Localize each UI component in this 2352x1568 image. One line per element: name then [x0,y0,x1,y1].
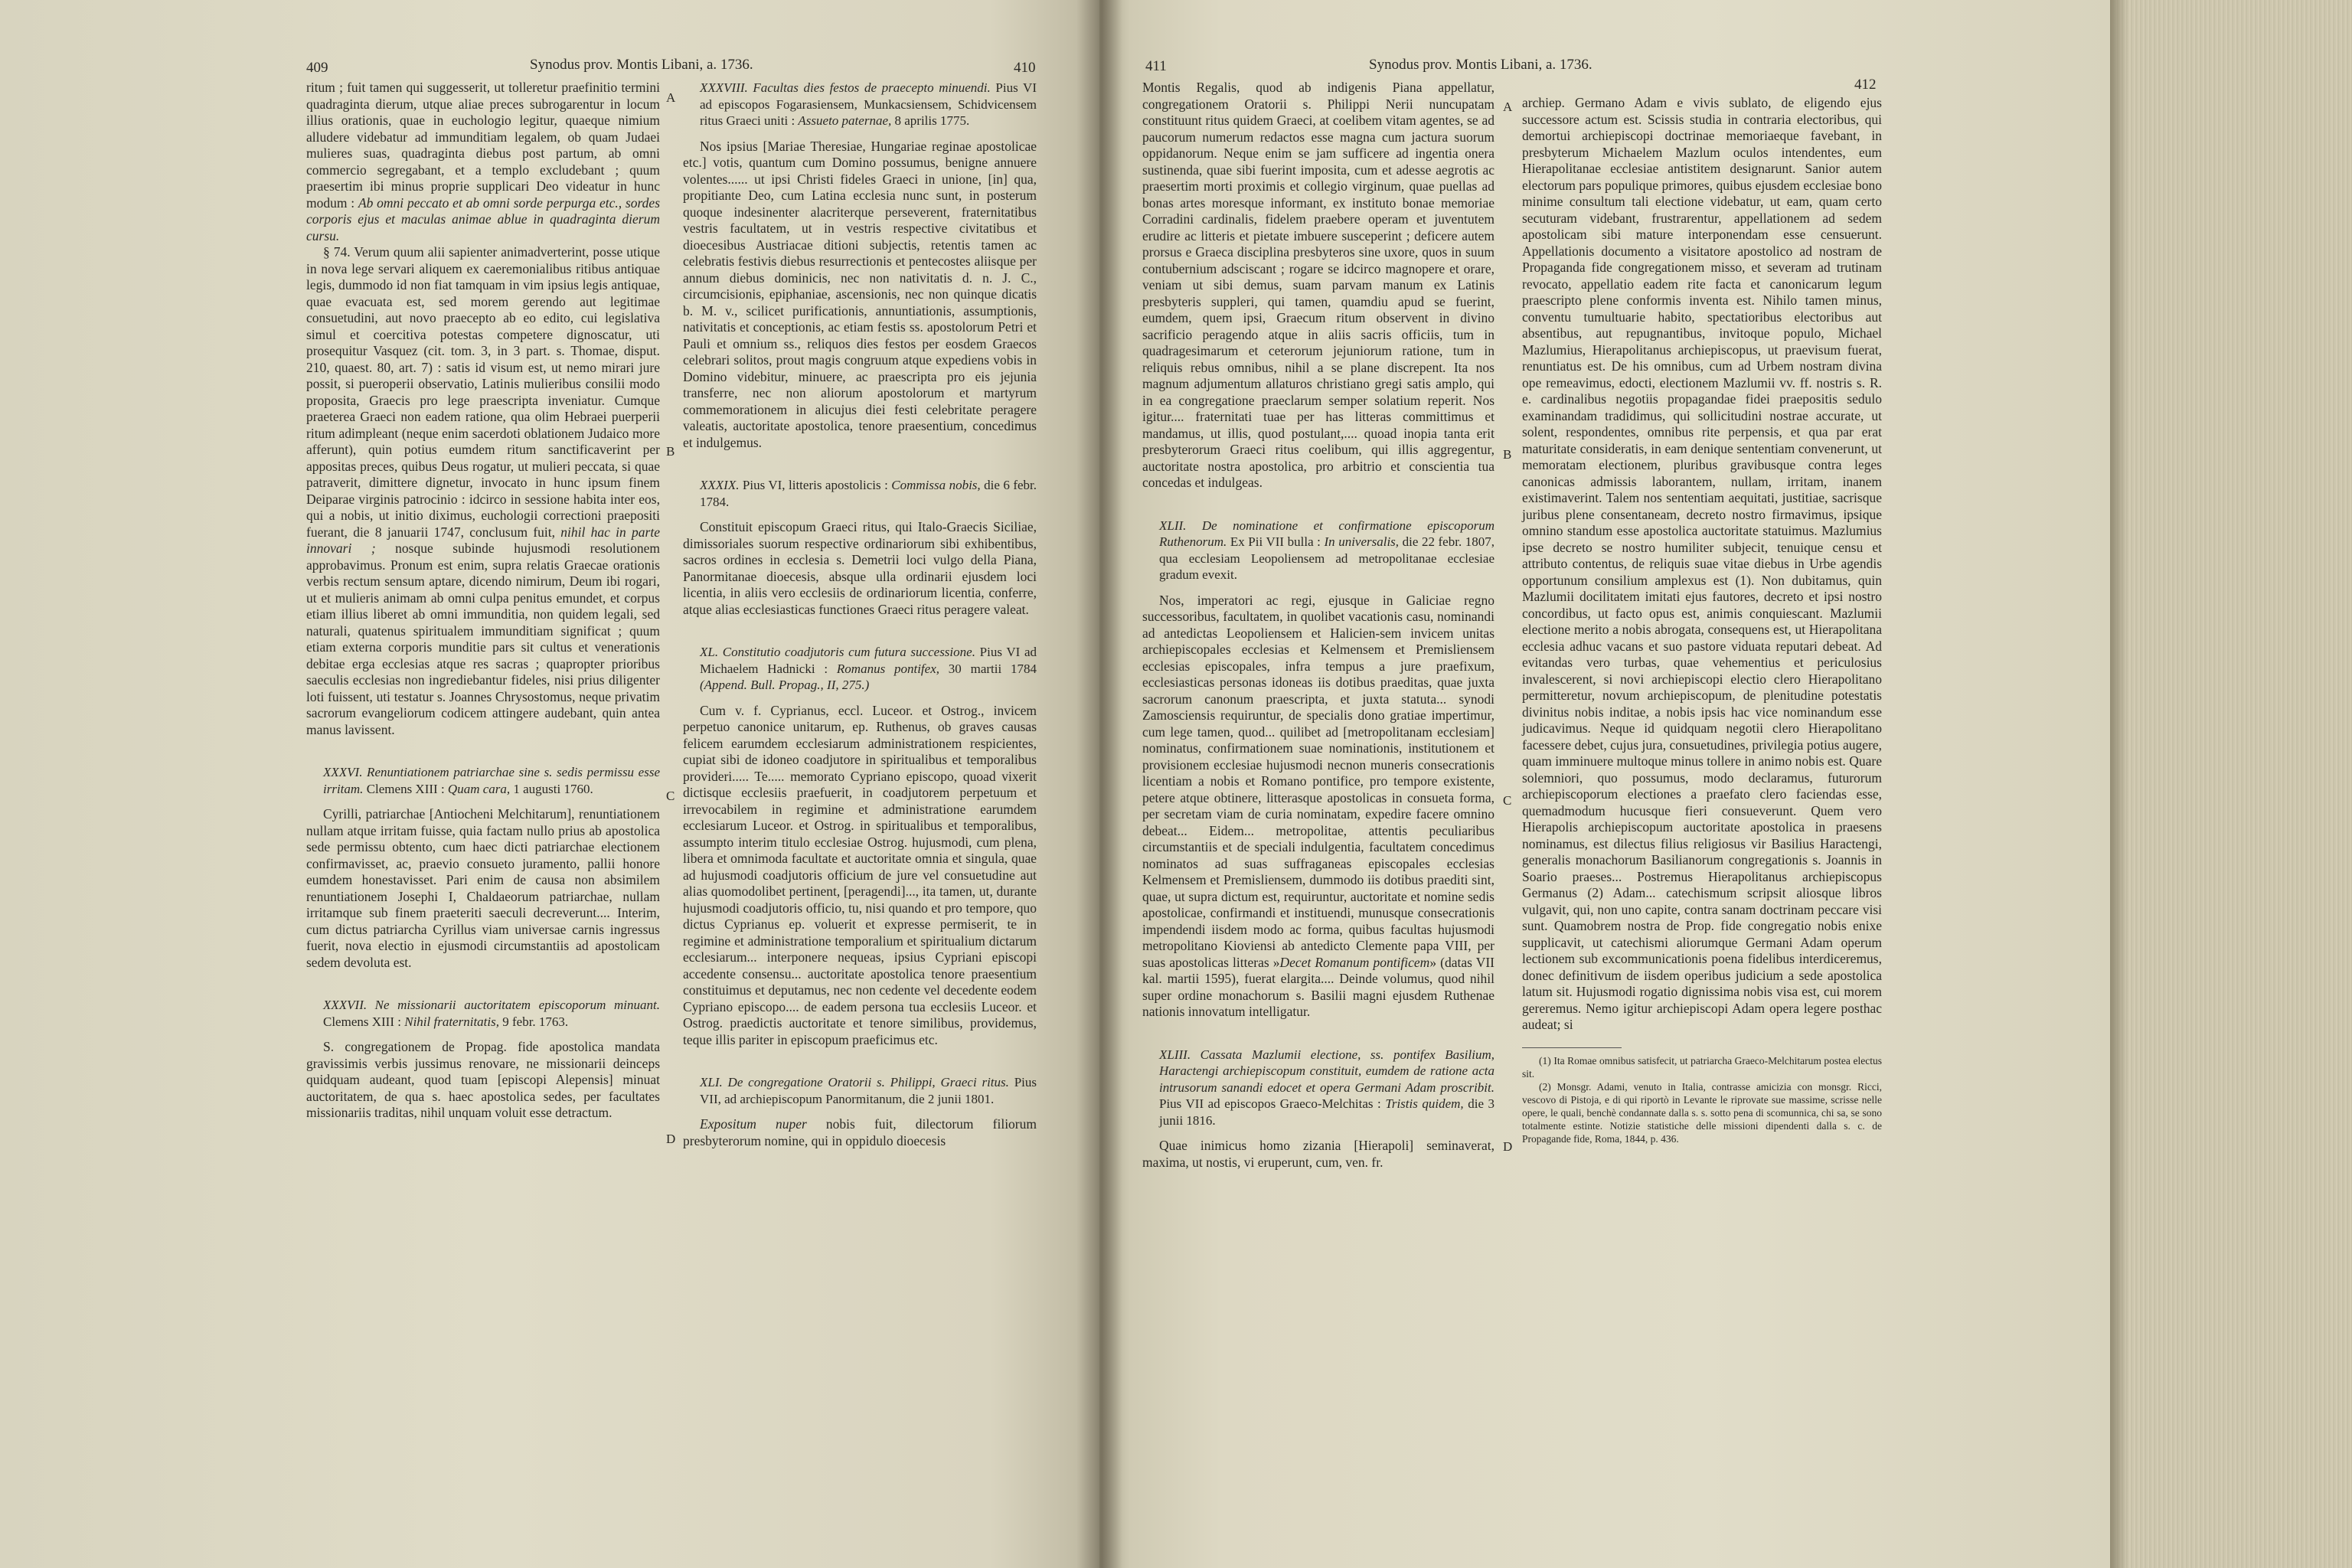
page-number: 410 [1014,60,1036,76]
margin-letter: D [1503,1139,1513,1154]
section-heading: XXXIX. Pius VI, litteris apostolicis : Commissa nobis, die 6 febr. 1784. [700,478,1037,509]
right-page [1099,0,2110,1568]
section-heading: XL. Constitutio coadjutoris cum futura successione. Pius VI ad Michaelem Hadnicki : Romanus pontifex, 30 martii 1784 (Append. Bull. Propag., II, 275.) [700,645,1037,692]
page-number: 409 [306,60,328,76]
paragraph: S. congregationem de Propag. fide apostolica mandata gravissimis verbis jussimus renovare, ne missionarii deinceps quidquam audeant, quod tuam [episcopi Alepensis] minuat auctoritatem, de qua s. haec apostolica sedes, per facultates missionariis traditas, nihil unquam voluit esse detractum. [306,1039,660,1120]
running-head: Synodus prov. Montis Libani, a. 1736. [1369,57,1592,73]
paragraph: Cyrilli, patriarchae [Antiocheni Melchitarum], renuntiationem nullam atque irritam fuisse, quia factam nullo prius ab apostolica sede permissu obtento, cum haec dicti patriarchae electionem confirmavisset, ac, praevio consueto juramento, pallii honore eumdem honestavisset. Pari enim de causa non absimilem renuntiationem Josephi I, Chaldaeorum patriarchae, nullam irritamque sub finem praeteriti saeculi decreverunt.... Interim, cum dictus patriarcha Cyrillus viam universae carnis ingressus fuerit, nova electio in ejusmodi circumstantiis ad apostolicam sedem devoluta est. [306,806,660,970]
running-head: Synodus prov. Montis Libani, a. 1736. [530,57,753,73]
paragraph: Expositum nuper nobis fuit, dilectorum filiorum presbyterorum nomine, qui in oppidulo dioecesis [683,1116,1037,1148]
footnote: (1) Ita Romae omnibus satisfecit, ut patriarcha Graeco-Melchitarum postea electus sit. [1522,1054,1882,1080]
section-heading: XLI. De congregatione Oratorii s. Philippi, Graeci ritus. Pius VII, ad archiepiscopum Panormitanum, die 2 junii 1801. [700,1075,1037,1106]
page-number: 411 [1145,58,1167,74]
margin-letter: A [1503,100,1513,114]
right-column [683,80,1037,1149]
margin-letter: B [1503,447,1512,462]
paragraph: Montis Regalis, quod ab indigenis Piana appellatur, congregationem Oratorii s. Philippi Nerii nuncupatam constituunt ritus quidem Graeci, at coelibem vitam agentes, se ad paucorum numerum redactos esse magna cum jactura suorum oppidanorum. Neque enim se jam sufficere ad ingentia onera sustinenda, quae sibi fuerint imposita, cum et adesse aegrotis ac praesertim morti proximis et collegio virginum, quae puellas ad bonas artes moresque informant, ex instituto bonae memoriae Corradini cardinalis, fidelem praebere operam et juventutem erudire ac litteris et pietate imbuere susceperint ; deficere autem prorsus e Graeca disciplina presbyteros sine uxore, quos in suum contubernium adsciscant ; rogare se idcirco magnopere et orare, veniam ut sibi demus, suam parvam manum ex Latinis presbyteris suppleri, qui tamen, quamdiu apud se fuerint, eumdem, quem ipsi, Graecum ritum observent in divino sacrificio peragendo atque in aliis sacris officiis, tum in quadragesimarum et ceterorum jejuniorum ratione, tum in reliquis rebus omnibus, nihil a se plane discrepent. Ita nos magnum adjumentum allaturos christiano gregi satis amplo, qui in ea congregatione praeclarum semper solatium reperit. Nos igitur.... fraternitati tuae per has litteras committimus et mandamus, ut illis, quod postulant,.... quoad inopia tanta erit presbyterorum Graeci ritus coelibum, qui illis aggregentur, auctoritate nostra apostolica, pro arbitrio et conscientia tua concedas et indulgeas. [1142,80,1494,490]
margin-letter: D [666,1132,676,1146]
margin-letter: A [666,90,676,105]
left-column [306,80,660,1122]
margin-letter: C [1503,793,1512,808]
paragraph: Nos ipsius [Mariae Theresiae, Hungariae reginae apostolicae etc.] votis, quantum cum Domino possumus, benigne annuere volentes...... ut ipsi Christi fideles Graeci in unione, [in] qua, propitiante Deo, cum Latina ecclesia nunc sunt, in posterum quoque indesinenter alacriterque perseverent, fraternitatibus vestris facultatem, ut in vestris respective civitatibus et dioecesibus Austriacae ditioni subjectis, retentis tamen ac celebratis festivis diebus resurrectionis et pentecostes aliisque per annum diebus dominicis, nec non nativitatis d. n. J. C., circumcisionis, epiphaniae, ascensionis, nec non quinque dicatis b. M. v., scilicet purificationis, annuntiationis, assumptionis, nativitatis et conceptionis, ac etiam festis ss. apostolorum Petri et Pauli et omnium ss., reliquos dies festos per eosdem Graecos celebrari solitos, prout magis congruum atque expediens vobis in Domino videbitur, minuere, ac praescripta pro eis jejunia transferre, nec non aliorum apostolorum et martyrum commemorationem in alicujus diei festi celebritate peragere valeatis, auctoritate apostolica, tenore praesentium, concedimus et indulgemus. [683,138,1037,450]
section-heading: XXXVIII. Facultas dies festos de praecepto minuendi. Pius VI ad episcopos Fogarasiensem, Munkacsiensem, Schidvicensem ritus Graeci uniti : Assueto paternae, 8 aprilis 1775. [700,80,1037,128]
paragraph: Constituit episcopum Graeci ritus, qui Italo-Graecis Siciliae, dimissoriales suorum respective ordinariorum sibi exhibentibus, sacros ordines in ecclesia s. Demetrii loci vulgo della Piana, Panormitanae dioecesis, absque ulla ordinarii ejusdem loci licentia, in aliis vero ecclesiis de ordinariorum licentia, conferre, atque alias ecclesiasticas functiones Graeci ritus peragere valeat. [683,519,1037,617]
paragraph: Cum v. f. Cyprianus, eccl. Luceor. et Ostrog., invicem perpetuo canonice unitarum, ep. Ruthenus, ob graves causas felicem earumdem ecclesiarum administrationem respicientes, cupiat sibi de idoneo coadjutore in spiritualibus et temporalibus provideri..... Te..... memorato Cypriano episcopo, quoad vixerit dictisque ecclesiis praefuerit, in coadjutorem perpetuum et irrevocabilem in regimine et administratione earumdem ecclesiarum Luceor. et Ostrog. in spiritualibus et temporalibus, assumpto interim titulo ecclesiae Ostrog. hujusmodi, cum plena, libera et omnimoda facultate et auctoritate omnia et singula, quae ad hujusmodi coadjutoris officium de jure vel consuetudine aut alias quomodolibet pertinent, [peragendi]..., ita tamen, ut, durante hujusmodi coadjutoris officio, tu, nisi quando et pro tempore, quo dictus Cyprianus ep. voluerit et expresse permiserit, te in regimine et administratione temporalium et spiritualium dictarum ecclesiarum... interponere nequeas, ipsius Cypriani episcopi accedente consensu... auctoritate apostolica tenore praesentium constituimus et deputamus, nec non cedente vel decedente eodem Cypriano episcopo.... de eadem persona tua ecclesiis Luceor. et Ostrog. praedictis auctoritate et tenore similibus, providemus, teque illis pariter in episcopum praeficimus etc. [683,702,1037,1047]
footnote: (2) Monsgr. Adami, venuto in Italia, contrasse amicizia con monsgr. Ricci, vescovo di Pistoja, e di qui riportò in Levante le riprovate sue massime, scrisse nelle opere, le quali, benchè condannate dalla s. s. sotto pena di scomunnica, chi sa, se sono totalmente estinte. Notizie statistiche delle missioni dipendenti dalla s. c. de Propagande fide, Roma, 1844, p. 436. [1522,1080,1882,1145]
paragraph: archiep. Germano Adam e vivis sublato, de eligendo ejus successore actum est. Scissis studia in contraria electoribus, qui demortui archiepiscopi doctrinae memoriaeque favebant, in presbyterum Michaelem Mazlum oculos intendentes, eum Hierapolitanae ecclesiae antistitem designarunt. Sanior autem electorum pars populique primores, quibus ejusdem ecclesiae bono minime consultum tali electione videbatur, ut eam, quam certo secuturam videbant, frustrarentur, appellationem ad sedem apostolicam sibi mature interponendam esse censuerunt. Appellationis documento a visitatore apostolico ad nostram de Propaganda fide congregationem misso, et severam ad trutinam revocato, appellatio eadem rite facta et canonicarum legum praescripto plene conformis inventa est. Nihilo tamen minus, conventu tumultuarie habito, spectatioribus electoribus aut absentibus, aut repugnantibus, invitoque populo, Michael Mazlumius, Hierapolitanus archiepiscopus, ut praevisum fuerat, renuntiatus est. De his omnibus, cum ad Urbem nostram divina ope remeavimus, edocti, electionem Mazlumii vv. ff. nostris s. R. e. cardinalibus negotiis propagandae fidei praepositis sedulo examinandam tradidimus, qui sollicitudini nostrae accurate, ut solent, respondentes, omnibus rite perpensis, et qua par erat maturitate consideratis, in eam denique sententiam convenerunt, ut memoratam electionem, pluribus gravibusque contra leges canonicas admissis laborantem, nullam, irritam, inanem existimaverint. Talem nos sententiam aequitati, justitiae, sacrisque juribus plene consentaneam, decreto nostro firmavimus, ipsique omnino standum esse apostolica auctoritate statuimus. Mazlumius ipse decreto se nostro humiliter subjecit, tenuique censu et attributo contentus, de reliquis suae vitae diebus in Urbe agendis opportunum consilium amplexus est (1). Non dubitamus, quin Mazlumii docilitatem imitati ejus fautores, decreto et ipsi nostro concordibus, ut facto opus est, animis conquiescant. Mazlumii electione merito a nobis abrogata, consequens est, ut Hierapolitana ecclesia adhuc vacans et suo pastore viduata reputari debeat. Ad evitandas vero turbas, quae vehementius et periculosius invalescerent, si novi archiepiscopi electio clero Hierapolitano permitteretur, novum archiepiscopum, de plenitudine potestatis divinitus nobis inditae, a nobis ipsis hac vice nominandum esse judicavimus. Neque id quidquam negotii clero Hierapolitano facessere debet, cujus jura, consuetudines, privilegia potius augere, quam imminuere multoque minus tollere in animo nobis est. Quare solemniori, quo possumus, modo declaramus, futurorum archiepiscoporum electiones a praefato clero faciendas esse, quemadmodum hucusque fieri consueverunt. Quem vero Hierapolis archiepiscopum auctoritate apostolica in praesens nominamus, est dilectus filius religiosus vir Basilius Haractengi, generalis monachorum Basilianorum congregationis s. Joannis in Soario praeses... Postremus Hierapolitanus archiepiscopus Germanus (2) Adam... catechismum scripsit aliosque libros vulgavit, qui, non uno capite, contra sanam doctrinam peccare visi sunt. Quamobrem nostra de Prop. fide congregatio nobis enixe supplicavit, ut catechismi aliorumque Germani Adam operum lectionem sub excommunicationis poena fidelibus interdiceremus, donec definitivum de iisdem operibus judicium a sede apostolica latum sit. Hujusmodi rogatio dignissima nobis visa est, cui morem gereremus. Nemo igitur archiepiscopi Adam opera legere posthac audeat; si [1522,95,1882,1032]
left-column [1142,80,1494,1171]
section-heading: XLII. De nominatione et confirmatione episcoporum Ruthenorum. Ex Pii VII bulla : In universalis, die 22 febr. 1807, qua ecclesiam Leopoliensem ad metropolitanae ecclesiae gradum evexit. [1159,518,1495,582]
paragraph: Nos, imperatori ac regi, ejusque in Galiciae regno successoribus, facultatem, in quolibet vacationis casu, nominandi ad antedictas Leopoliensem et Halicien-sem invicem unitas archiepiscopales ecclesias et Kelmensem et Premisliensem ecclesias episcopales, infra tempus a jure praefixum, ecclesiasticas personas idoneas iis dotibus praeditas, quae juxta sacrorum canonum praescripta, et juxta statuta... synodi Zamosciensis requiruntur, de specialis dono gratiae impertimur, cum lege tamen, quod... quilibet ad [metropolitanam ecclesiam] nominatus, confirmationem suae nominationis, institutionem et provisionem ecclesiae hujusmodi necnon muneris consecrationis licentiam a nobis et Romano pontifice, pro tempore existente, petere atque obtinere, litterasque apostolicas in consueta forma, per secretam viam de curia nominatam, expedire facere omnino debeat... Eidem... metropolitae, attentis peculiaribus circumstantiis et de speciali indulgentia, facultatem concedimus nominatos ad suas suffraganeas episcopales ecclesias Kelmensem et Premisliensem, dummodo iis dotibus praediti sint, quae, ut supra dictum est, requiruntur, auctoritate et nomine sedis apostolicae, confirmandi et instituendi, munusque consecrationis impendendi iisdem modo ac forma, quibus facultas hujusmodi metropolitano Kioviensi ab antedicto Clemente papa VIII, per suas apostolicas litteras »Decet Romanum pontificem» (datas VII kal. martii 1595), fuerat elargita.... Deinde volumus, quod nihil super ordine monachorum s. Basilii magni ejusdem Ruthenae nationis innovatum intelligatur. [1142,592,1495,1019]
section-heading: XXXVI. Renuntiationem patriarchae sine s. sedis permissu esse irritam. Clemens XIII : Quam cara, 1 augusti 1760. [323,765,660,796]
margin-letter: C [666,789,675,803]
right-column [1522,95,1882,1145]
section-heading: XXXVII. Ne missionarii auctoritatem episcoporum minuant. Clemens XIII : Nihil fraternitatis, 9 febr. 1763. [323,998,660,1029]
left-page [0,0,1099,1568]
page-number: 412 [1854,77,1877,93]
page-edge-stack [2110,0,2352,1568]
paragraph: Quae inimicus homo zizania [Hierapoli] seminaverat, maxima, ut nostis, vi eruperunt, cum, ven. fr. [1142,1138,1494,1170]
section-heading: XLIII. Cassata Mazlumii electione, ss. pontifex Basilium, Haractengi archiepiscopum constituit, eumdem de ratione acta intrusorum sanandi edocet et opera Germani Adam proscribit. Pius VII ad episcopos Graeco-Melchitas : Tristis quidem, die 3 junii 1816. [1159,1047,1495,1128]
paragraph: § 74. Verum quum alii sapienter animadverterint, posse utique in nova lege servari aliquem ex caeremonialibus ritibus antiquae legis, dummodo id non fiat tamquam in vim ipsius legis antiquae, quae evacuata est, sed morem gerendo aut legitimae consuetudini, aut novo praecepto ab eo edito, cui legislativa simul et coercitiva potestas competere dignoscatur, uti prosequitur Vasquez (cit. tom. 3, in 3 part. s. Thomae, disput. 210, quaest. 80, art. 7) : satis id visum est, ut nemo mirari jure possit, si pueroperii observatio, Latinis mulieribus consilii modo proposita, Graecis pro lege praescripta inveniatur. Cumque praeterea Graeci non eadem ratione, qua olim Hebraei puerperii ritum adimpleant (neque enim sacerdoti oblationem Judaico more afferunt), quin potius eumdem ritum sanctificaverint per appositas preces, quibus Deus rogatur, ut mulieri peccata, si quae patraverit, dimittere dignetur, invocato in hunc ipsum finem Deiparae virginis patrocinio : idcirco in sessione habita inter eos, qui a nobis, ut initio diximus, euchologii correctioni praepositi fuerant, die 8 januarii 1747, conclusum fuit, nihil hac in parte innovari ; nosque subinde hujusmodi resolutionem approbavimus. Pronum est enim, supra relatis Graecae orationis verbis rectum sensum aptare, dicendo nimirum, Deum ibi rogari, ut et mulieris animam ab omni culpa penitus emundet, et corpus etiam illius liberet ab omni immunditia, non quidem legali, sed naturali, quatenus spiritualem immunditiam significat ; quum etiam externa corporis munditie pars sit cultus et venerationis debitae erga ecclesias atque res sacras ; quapropter prioribus saeculis ecclesias non ingrediebantur fideles, nisi prius diligenter loti fuissent, uti testatur s. Joannes Chrysostomus, neque privatim sacrorum evangeliorum codicem attingere audebant, quin antea manus lavissent. [306,244,660,737]
paragraph: ritum ; fuit tamen qui suggesserit, ut tolleretur praefinitio termini quadraginta dierum, utque aliae preces subrogarentur in locum illius orationis, quae in euchologio legitur, quaeque nimium alludere videbatur ad immunditiam legalem, ob quam Judaei mulieres suas, quadraginta diebus post partum, ab omni commercio segregabant, et a templo excludebant ; quum praesertim ibi minus proprie supplicari Deo videatur in hunc modum : Ab omni peccato et ab omni sorde perpurga etc., sordes corporis ejus et maculas animae ablue in quadraginta dierum cursu. [306,80,661,243]
margin-letter: B [666,444,675,459]
